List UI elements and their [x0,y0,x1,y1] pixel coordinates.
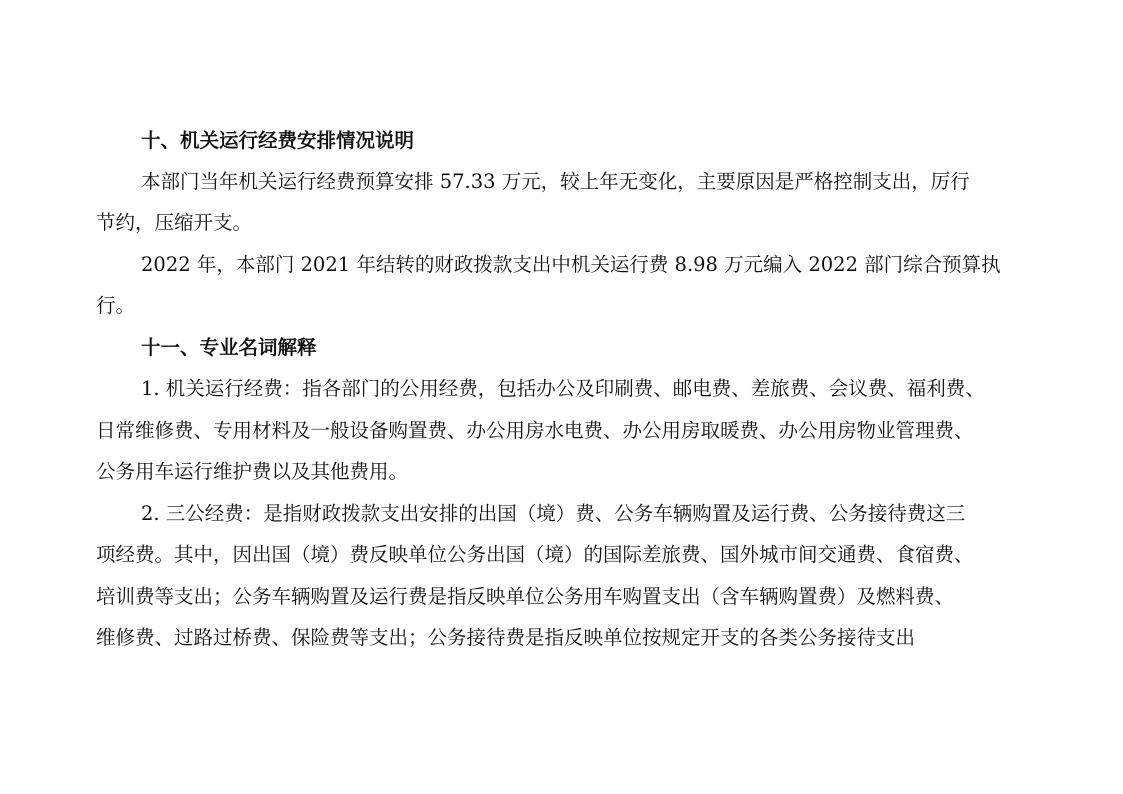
definition-2-line-3: 培训费等支出；公务车辆购置及运行费是指反映单位公务用车购置支出（含车辆购置费）及燃料费、 [96,585,955,608]
definition-1-line-2: 日常维修费、专用材料及一般设备购置费、办公用房水电费、办公用房取暖费、办公用房物业管理费、 [96,419,974,442]
section-10-paragraph-2-line-1: 2022 年，本部门 2021 年结转的财政拨款支出中机关运行费 8.98 万元编入 2022 部门综合预算执 [141,253,1001,276]
definition-2-line-4: 维修费、过路过桥费、保险费等支出；公务接待费是指反映单位按规定开支的各类公务接待支出 [96,626,916,649]
definition-1-line-1: 1. 机关运行经费：指各部门的公用经费，包括办公及印刷费、邮电费、差旅费、会议费、福利费、 [141,377,985,400]
definition-1-line-3: 公务用车运行维护费以及其他费用。 [96,460,409,483]
section-10-paragraph-2-line-2: 行。 [96,294,136,317]
section-10-paragraph-1-line-2: 节约，压缩开支。 [96,211,253,234]
section-10-paragraph-1-line-1: 本部门当年机关运行经费预算安排 57.33 万元，较上年无变化，主要原因是严格控制支出，厉行 [141,170,970,193]
definition-2-line-2: 项经费。其中，因出国（境）费反映单位公务出国（境）的国际差旅费、国外城市间交通费、食宿费、 [96,543,974,566]
section-10-heading: 十、机关运行经费安排情况说明 [141,129,415,152]
definition-2-line-1: 2. 三公经费：是指财政拨款支出安排的出国（境）费、公务车辆购置及运行费、公务接待费这三 [141,502,966,525]
section-11-heading: 十一、专业名词解释 [141,336,317,359]
